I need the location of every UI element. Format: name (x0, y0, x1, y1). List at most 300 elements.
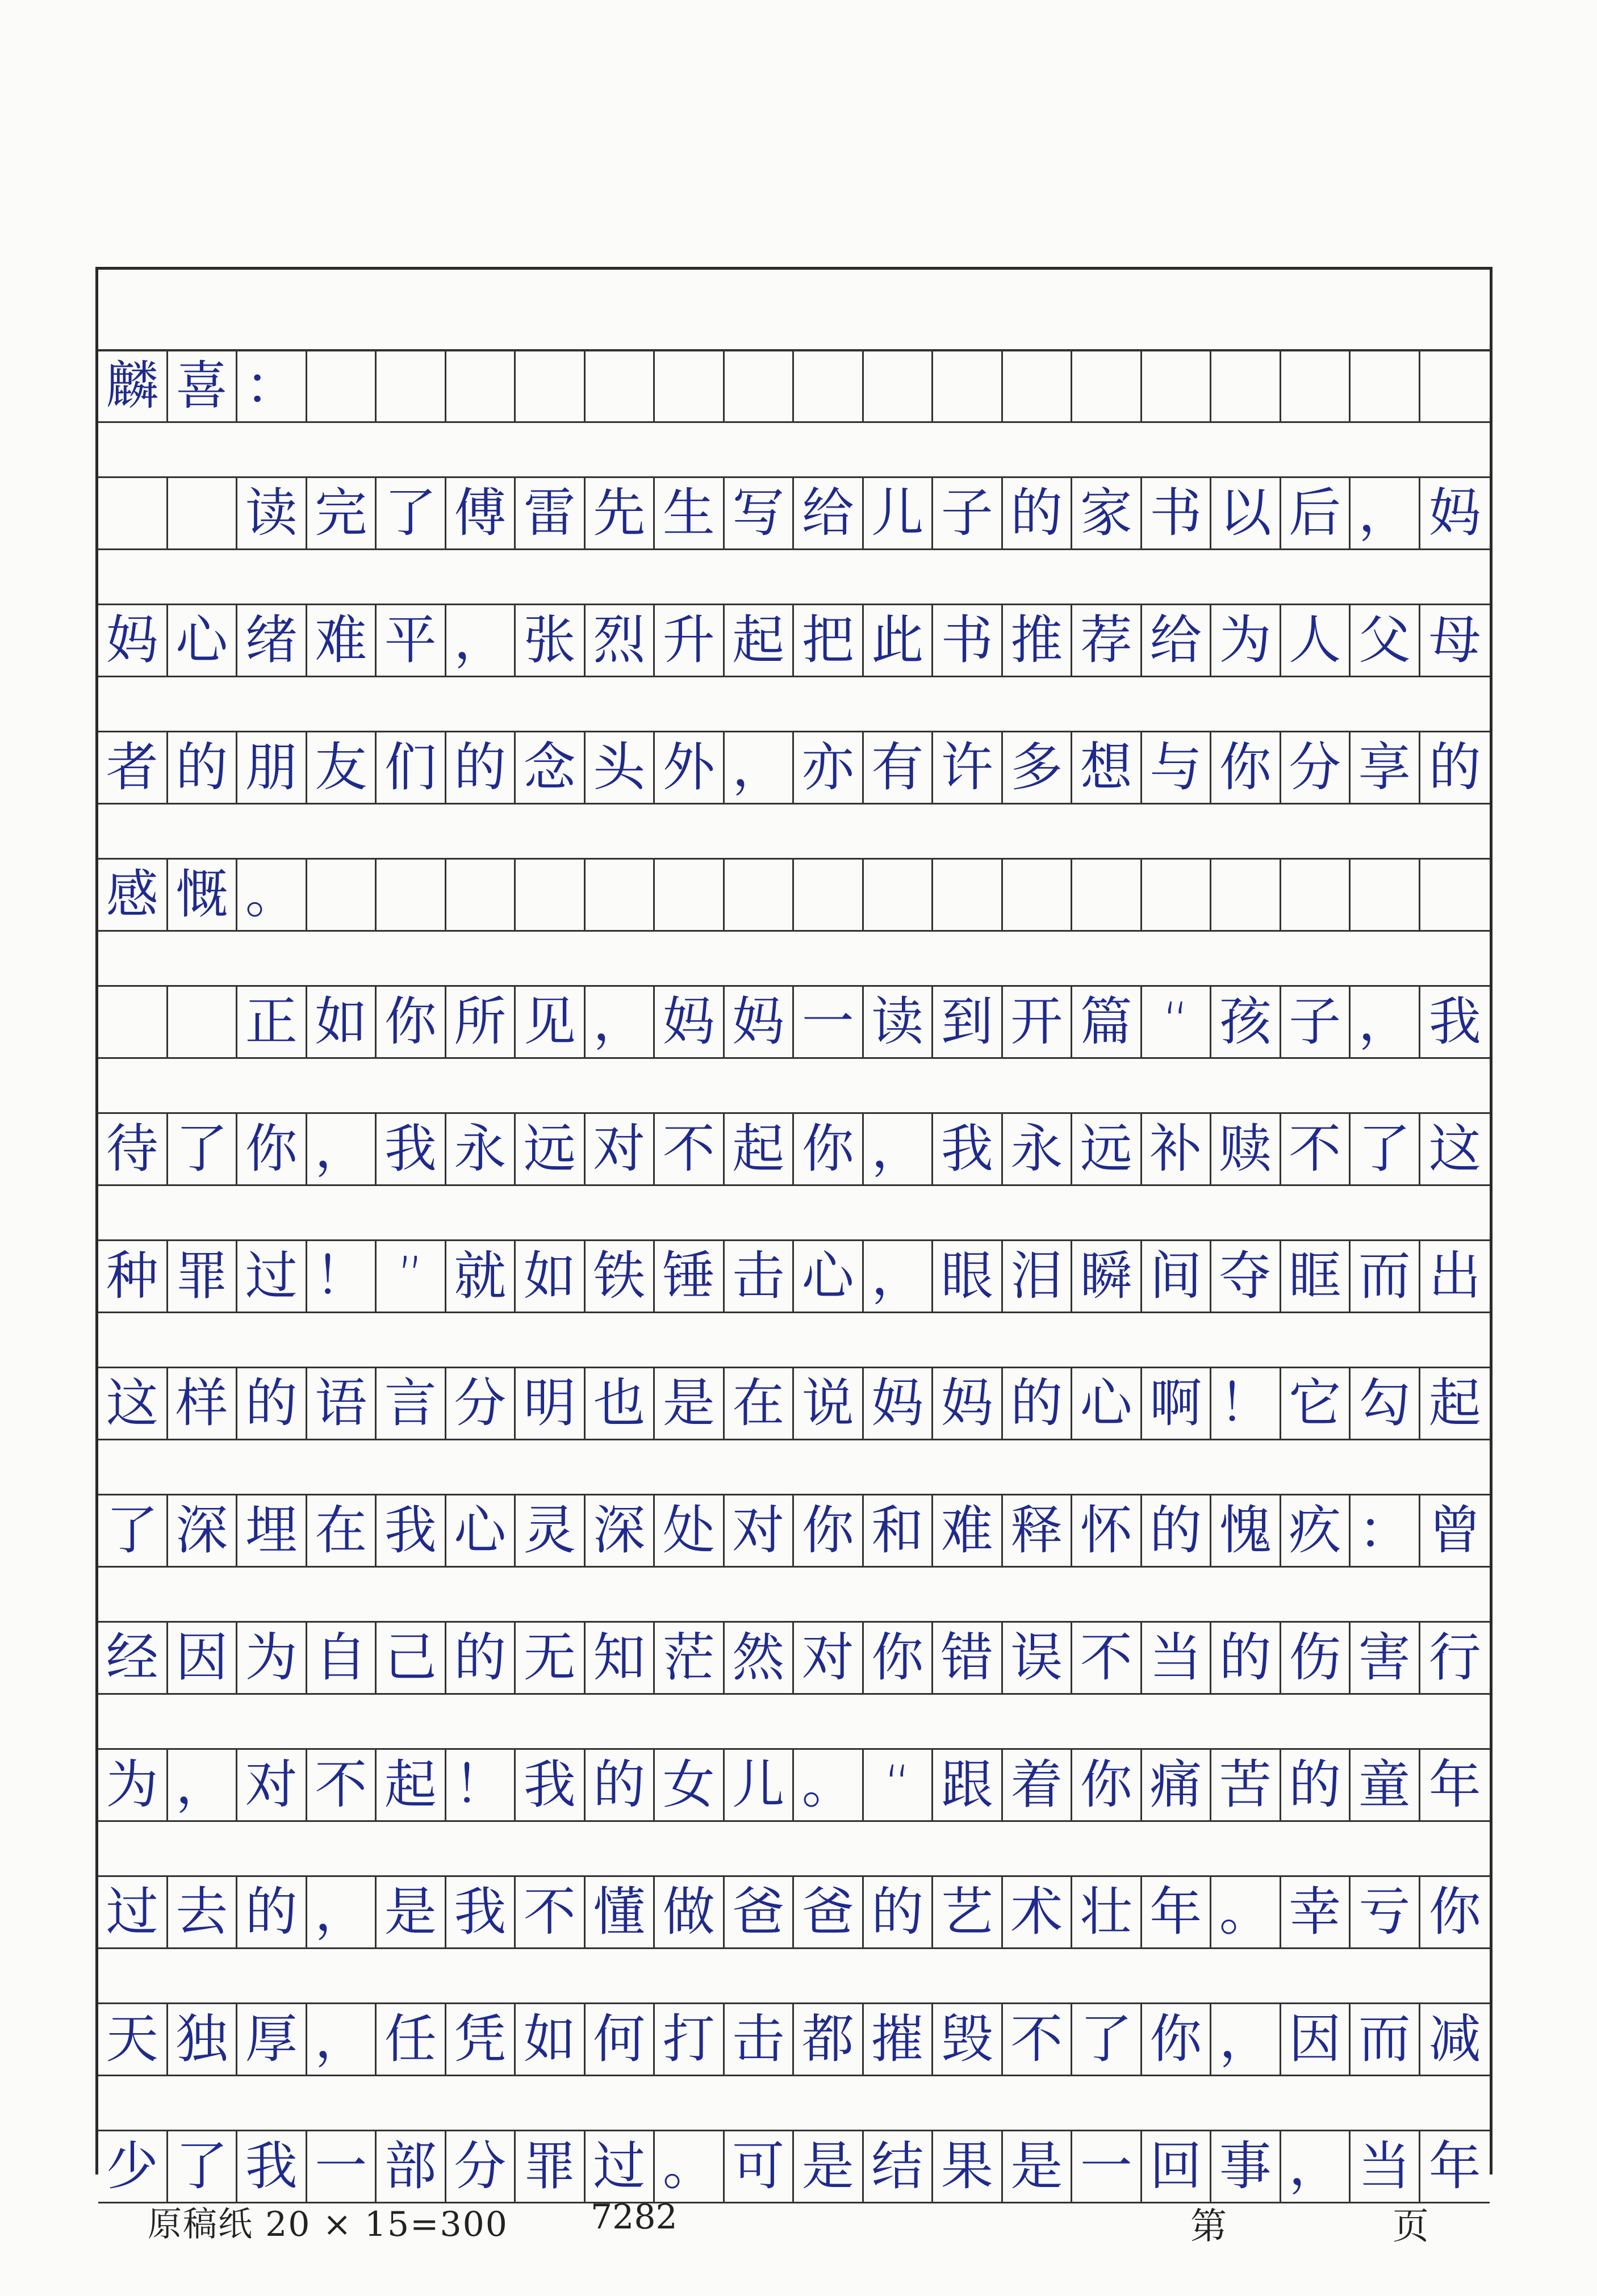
grid-cell: 妈 (725, 987, 795, 1057)
grid-cell: 待 (98, 1114, 168, 1184)
grid-cell: 泪 (1003, 1241, 1073, 1312)
grid-cell (446, 351, 516, 421)
grid-cell: 罪 (516, 2131, 586, 2202)
grid-cell: 分 (1281, 732, 1351, 803)
grid-cell: ！ (307, 1241, 377, 1312)
grid-cell (1072, 860, 1142, 930)
grid-cell: 说 (794, 1368, 864, 1439)
grid-cell (864, 351, 934, 421)
grid-cell (98, 987, 168, 1057)
grid-cell: 为 (237, 1623, 307, 1693)
grid-cell: 当 (1351, 2131, 1420, 2202)
grid-cell: ， (864, 1114, 934, 1184)
grid-row (98, 858, 1490, 985)
grid-cell: 言 (377, 1368, 446, 1439)
grid-cell (1142, 860, 1212, 930)
grid-cell: 去 (168, 1877, 238, 1947)
grid-cell: 自 (307, 1623, 377, 1693)
grid-cell: 雷 (516, 478, 586, 548)
grid-cell: 处 (655, 1495, 725, 1566)
grid-cell: 对 (586, 1114, 655, 1184)
grid-cells (98, 1367, 1490, 1440)
grid-cell: 因 (1281, 2004, 1351, 2075)
grid-cell: 你 (794, 1495, 864, 1566)
grid-cell: 。 (794, 1750, 864, 1820)
grid-cell: ， (586, 987, 655, 1057)
grid-cell: 想 (1072, 732, 1142, 803)
grid-cell: 起 (1428, 1373, 1481, 1434)
grid-cell (1420, 351, 1490, 421)
grid-cell: 远 (1072, 1114, 1142, 1184)
grid-cell: 都 (794, 2004, 864, 2075)
grid-cell: 心 (446, 1495, 516, 1566)
grid-row (98, 604, 1490, 731)
grid-cell: 灵 (516, 1495, 586, 1566)
grid-cell: 深 (168, 1495, 238, 1566)
grid-cell: 眶 (1281, 1241, 1351, 1312)
grid-cells (98, 858, 1490, 932)
grid-cell: 对 (794, 1623, 864, 1693)
grid-cell: 的 (1003, 478, 1073, 548)
grid-cells (98, 731, 1490, 805)
grid-cell: 正 (237, 987, 307, 1057)
grid-cell: 的 (1428, 737, 1481, 798)
grid-cell: 知 (586, 1623, 655, 1693)
grid-cell: 难 (307, 605, 377, 676)
grid-row (98, 1367, 1490, 1494)
sheet-header-band (98, 270, 1490, 351)
grid-cell: 你 (377, 987, 446, 1057)
grid-cell: 朋 (237, 732, 307, 803)
grid-cell: 部 (377, 2131, 446, 2202)
grid-cell: 是 (1003, 2131, 1073, 2202)
grid-cell: 。 (1211, 1877, 1281, 1947)
grid-cell: 烈 (586, 605, 655, 676)
grid-cell: 绪 (237, 605, 307, 676)
grid-cell: 如 (516, 2004, 586, 2075)
grid-cell: 毁 (933, 2004, 1003, 2075)
grid-cell: 果 (933, 2131, 1003, 2202)
grid-cells (98, 1239, 1490, 1313)
grid-cell: ， (1351, 478, 1420, 548)
grid-cell: 少 (98, 2131, 168, 2202)
grid-cell: 和 (864, 1495, 934, 1566)
grid-cell: 曾 (1428, 1500, 1481, 1561)
grid-cell: 一 (1072, 2131, 1142, 2202)
grid-cell: 读 (237, 478, 307, 548)
grid-cell: 的 (168, 732, 238, 803)
grid-cell: 你 (237, 1114, 307, 1184)
grid-cell: ， (725, 732, 795, 803)
grid-cell: 我 (377, 1495, 446, 1566)
grid-cell: 幸 (1281, 1877, 1351, 1947)
grid-cells (98, 985, 1490, 1059)
grid-cell: ， (446, 605, 516, 676)
grid-cell (655, 351, 725, 421)
grid-cell: 父 (1351, 605, 1420, 676)
grid-cell: 多 (1003, 732, 1073, 803)
grid-cell: “ (1142, 987, 1212, 1057)
grid-cell: 错 (933, 1623, 1003, 1693)
grid-cell: 减 (1428, 2009, 1481, 2069)
grid-cell: 所 (446, 987, 516, 1057)
grid-cell (655, 860, 725, 930)
grid-cell: 我 (516, 1750, 586, 1820)
grid-cell: 外 (655, 732, 725, 803)
grid-cell: 深 (586, 1495, 655, 1566)
grid-cell: 苦 (1211, 1750, 1281, 1820)
grid-cell: 分 (446, 1368, 516, 1439)
grid-cell: 妈 (864, 1368, 934, 1439)
grid-row (98, 1621, 1490, 1748)
grid-cell: 你 (864, 1623, 934, 1693)
grid-cell: 远 (516, 1114, 586, 1184)
grid-cells (98, 476, 1490, 550)
grid-cell: 明 (516, 1368, 586, 1439)
grid-cell: 头 (586, 732, 655, 803)
grid-cell: 艺 (933, 1877, 1003, 1947)
grid-cell: 样 (168, 1368, 238, 1439)
grid-cell: 可 (725, 2131, 795, 2202)
grid-cell: 完 (307, 478, 377, 548)
grid-cell: 我 (237, 2131, 307, 2202)
grid-cell (1351, 351, 1420, 421)
grid-cell: 给 (794, 478, 864, 548)
grid-cell: 的 (586, 1750, 655, 1820)
grid-cell: 母 (1428, 610, 1481, 671)
grid-cell: 张 (516, 605, 586, 676)
grid-cell: 击 (725, 1241, 795, 1312)
grid-cell: 疚 (1281, 1495, 1351, 1566)
grid-cell: 平 (377, 605, 446, 676)
grid-cell (516, 351, 586, 421)
grid-cells (98, 1621, 1490, 1695)
grid-cell (1211, 860, 1281, 930)
grid-cell: 慨 (168, 860, 238, 930)
paper-spec-label: 原稿纸 20 × 15=300 (148, 2205, 508, 2244)
grid-row (98, 1875, 1490, 2002)
grid-cell: 过 (586, 2131, 655, 2202)
grid-cell (377, 860, 446, 930)
grid-cell (864, 860, 934, 930)
grid-row (98, 349, 1490, 476)
grid-cell: 不 (307, 1750, 377, 1820)
grid-cell (1003, 860, 1073, 930)
grid-cell: 我 (933, 1114, 1003, 1184)
grid-cell: 不 (655, 1114, 725, 1184)
grid-row (98, 1112, 1490, 1239)
grid-cell: 不 (516, 1877, 586, 1947)
grid-cell: 这 (98, 1368, 168, 1439)
grid-cell: 子 (1281, 987, 1351, 1057)
grid-cell: 瞬 (1072, 1241, 1142, 1312)
grid-cell (98, 478, 168, 548)
grid-cell: 子 (933, 478, 1003, 548)
grid-cell: 结 (864, 2131, 934, 2202)
grid-cell: 书 (933, 605, 1003, 676)
grid-cell: 后 (1281, 478, 1351, 548)
grid-cell: 许 (933, 732, 1003, 803)
grid-cell: 凭 (446, 2004, 516, 2075)
grid-cell: 亏 (1351, 1877, 1420, 1947)
grid-cell (168, 987, 238, 1057)
grid-cell: 亦 (794, 732, 864, 803)
grid-cell: 享 (1351, 732, 1420, 803)
grid-cell: 。 (655, 2131, 725, 2202)
grid-row (98, 476, 1490, 604)
grid-cell: 它 (1281, 1368, 1351, 1439)
grid-cell: 了 (168, 2131, 238, 2202)
grid-cell: 有 (864, 732, 934, 803)
grid-cell: 读 (864, 987, 934, 1057)
grid-cell: 为 (98, 1750, 168, 1820)
grid-cell: 者 (98, 732, 168, 803)
grid-cell: 独 (168, 2004, 238, 2075)
grid-row (98, 731, 1490, 858)
grid-cell (725, 860, 795, 930)
grid-cell (1142, 351, 1212, 421)
grid-cell: 给 (1142, 605, 1212, 676)
grid-cell: 释 (1003, 1495, 1073, 1566)
grid-cell: 壮 (1072, 1877, 1142, 1947)
grid-cell: 跟 (933, 1750, 1003, 1820)
grid-cell: 难 (933, 1495, 1003, 1566)
grid-cell: 懂 (586, 1877, 655, 1947)
grid-cells (98, 1494, 1490, 1568)
grid-cell: ” (377, 1241, 446, 1312)
grid-cell: 友 (307, 732, 377, 803)
grid-cell (168, 478, 238, 548)
grid-cell: 厚 (237, 2004, 307, 2075)
grid-cell: 念 (516, 732, 586, 803)
grid-cell: 补 (1142, 1114, 1212, 1184)
grid-cell: 如 (516, 1241, 586, 1312)
grid-cell: 妈 (1428, 483, 1481, 543)
grid-cell: ， (307, 1877, 377, 1947)
grid-cell: 的 (1003, 1368, 1073, 1439)
grid-cell: “ (864, 1750, 934, 1820)
grid-cell: 事 (1211, 2131, 1281, 2202)
grid-cell: 永 (1003, 1114, 1073, 1184)
grid-cell: 麟 (98, 351, 168, 421)
grid-cell: 起 (377, 1750, 446, 1820)
grid-cell: 的 (1211, 1623, 1281, 1693)
grid-cell: 爸 (725, 1877, 795, 1947)
grid-cell: 荐 (1072, 605, 1142, 676)
manuscript-sheet (95, 267, 1493, 2197)
grid-cells (98, 604, 1490, 677)
grid-cell: 间 (1142, 1241, 1212, 1312)
grid-cell: 夺 (1211, 1241, 1281, 1312)
grid-cell: 愧 (1211, 1495, 1281, 1566)
grid-cell: 的 (864, 1877, 934, 1947)
grid-cell (586, 351, 655, 421)
grid-cell: 你 (1211, 732, 1281, 803)
grid-cell: ， (168, 1750, 238, 1820)
grid-cell: 是 (655, 1368, 725, 1439)
grid-cell: 在 (725, 1368, 795, 1439)
grid-cell: 升 (655, 605, 725, 676)
grid-cell: 家 (1072, 478, 1142, 548)
grid-cell: 对 (237, 1750, 307, 1820)
grid-cell: 不 (1281, 1114, 1351, 1184)
grid-row (98, 1748, 1490, 1875)
grid-cell: 是 (377, 1877, 446, 1947)
grid-cell: 妈 (655, 987, 725, 1057)
grid-cell: 我 (377, 1114, 446, 1184)
grid-cell: 的 (1142, 1495, 1212, 1566)
grid-cell: 你 (1428, 1882, 1481, 1942)
grid-cell: 埋 (237, 1495, 307, 1566)
grid-cell: 年 (1142, 1877, 1212, 1947)
grid-cell: ！ (446, 1750, 516, 1820)
grid-cells (98, 1748, 1490, 1822)
grid-cell: 勾 (1351, 1368, 1420, 1439)
grid-cell: 儿 (864, 478, 934, 548)
grid-cell: 你 (1072, 1750, 1142, 1820)
grid-cell: 年 (1428, 2136, 1481, 2197)
grid-cell: 而 (1351, 1241, 1420, 1312)
grid-cell: 了 (168, 1114, 238, 1184)
grid-cell (1351, 860, 1420, 930)
grid-row (98, 1239, 1490, 1367)
grid-cell (377, 351, 446, 421)
grid-cell: 起 (725, 1114, 795, 1184)
grid-cell: 孩 (1211, 987, 1281, 1057)
grid-cell: 傅 (446, 478, 516, 548)
grid-cell: ， (864, 1241, 934, 1312)
grid-cell: 心 (168, 605, 238, 676)
grid-cell: 爸 (794, 1877, 864, 1947)
grid-cell: 天 (98, 2004, 168, 2075)
grid-cell (1211, 351, 1281, 421)
grid-cell: 铁 (586, 1241, 655, 1312)
grid-cell: 如 (307, 987, 377, 1057)
grid-cell: 击 (725, 2004, 795, 2075)
grid-cell: 就 (446, 1241, 516, 1312)
grid-cell: 喜 (168, 351, 238, 421)
grid-cell: 一 (794, 987, 864, 1057)
grid-row (98, 2002, 1490, 2130)
grid-cell: 啊 (1142, 1368, 1212, 1439)
grid-cell: 了 (1351, 1114, 1420, 1184)
grid-cell: 把 (794, 605, 864, 676)
grid-cell: 而 (1351, 2004, 1420, 2075)
grid-cell (933, 860, 1003, 930)
grid-cell: 心 (1072, 1368, 1142, 1439)
grid-cell: 书 (1142, 478, 1212, 548)
grid-cell: 永 (446, 1114, 516, 1184)
grid-cell: 了 (377, 478, 446, 548)
grid-cell: 茫 (655, 1623, 725, 1693)
grid-cell (516, 860, 586, 930)
grid-cell: 我 (1428, 991, 1481, 1052)
grid-cell: 做 (655, 1877, 725, 1947)
grid-cell: 一 (307, 2131, 377, 2202)
grid-cell: 女 (655, 1750, 725, 1820)
grid-cell (446, 860, 516, 930)
grid-cell: ！ (1211, 1368, 1281, 1439)
grid-cell: 这 (1428, 1118, 1481, 1179)
grid-cell: 分 (446, 2131, 516, 2202)
grid-cell: 在 (307, 1495, 377, 1566)
grid-cell: 的 (1281, 1750, 1351, 1820)
grid-cell: 对 (725, 1495, 795, 1566)
grid-cell: 无 (516, 1623, 586, 1693)
grid-cell: 误 (1003, 1623, 1073, 1693)
grid-cell: 语 (307, 1368, 377, 1439)
grid-cell: ， (1351, 987, 1420, 1057)
grid-cell (725, 351, 795, 421)
sheet-footer (0, 2186, 1597, 2248)
grid-cell: 的 (237, 1368, 307, 1439)
grid-cell (307, 860, 377, 930)
grid-cell: 赎 (1211, 1114, 1281, 1184)
grid-cell: 害 (1351, 1623, 1420, 1693)
grid-cell: 回 (1142, 2131, 1212, 2202)
grid-cell: 术 (1003, 1877, 1073, 1947)
grid-cell: 眼 (933, 1241, 1003, 1312)
grid-cell: 你 (794, 1114, 864, 1184)
grid-cells (98, 1112, 1490, 1186)
grid-cell (794, 860, 864, 930)
manuscript-grid (98, 349, 1490, 2257)
grid-row (98, 1494, 1490, 1621)
grid-cell: 的 (237, 1877, 307, 1947)
grid-cell: 此 (864, 605, 934, 676)
grid-cell (307, 351, 377, 421)
grid-cell: 何 (586, 2004, 655, 2075)
grid-row (98, 985, 1490, 1112)
grid-cell: 任 (377, 2004, 446, 2075)
grid-cell: 为 (1211, 605, 1281, 676)
grid-cell (1420, 860, 1490, 930)
grid-cell: 了 (1072, 2004, 1142, 2075)
grid-cell: 篇 (1072, 987, 1142, 1057)
grid-cell: 不 (1072, 1623, 1142, 1693)
grid-cell (586, 860, 655, 930)
grid-cell: ： (237, 351, 307, 421)
grid-cell: 起 (725, 605, 795, 676)
grid-cell: 怀 (1072, 1495, 1142, 1566)
grid-cell: ， (307, 2004, 377, 2075)
grid-cell (1003, 351, 1073, 421)
grid-cell: 不 (1003, 2004, 1073, 2075)
grid-cell (933, 351, 1003, 421)
grid-cell: 也 (586, 1368, 655, 1439)
grid-cell: 己 (377, 1623, 446, 1693)
paper-code: 7282 (591, 2197, 678, 2237)
grid-cell: 童 (1351, 1750, 1420, 1820)
grid-cells (98, 349, 1490, 423)
grid-cell: 罪 (168, 1241, 238, 1312)
grid-cell: ， (1281, 2131, 1351, 2202)
grid-cells (98, 1875, 1490, 1949)
grid-cell: 妈 (98, 605, 168, 676)
grid-cell: 先 (586, 478, 655, 548)
grid-cell: 开 (1003, 987, 1073, 1057)
grid-cell: 当 (1142, 1623, 1212, 1693)
grid-cell: 以 (1211, 478, 1281, 548)
grid-cell: 打 (655, 2004, 725, 2075)
grid-cell: 儿 (725, 1750, 795, 1820)
grid-cell: 锤 (655, 1241, 725, 1312)
grid-cell: 然 (725, 1623, 795, 1693)
grid-cell: 。 (237, 860, 307, 930)
grid-cell: 推 (1003, 605, 1073, 676)
grid-cell: 摧 (864, 2004, 934, 2075)
grid-cell: 因 (168, 1623, 238, 1693)
